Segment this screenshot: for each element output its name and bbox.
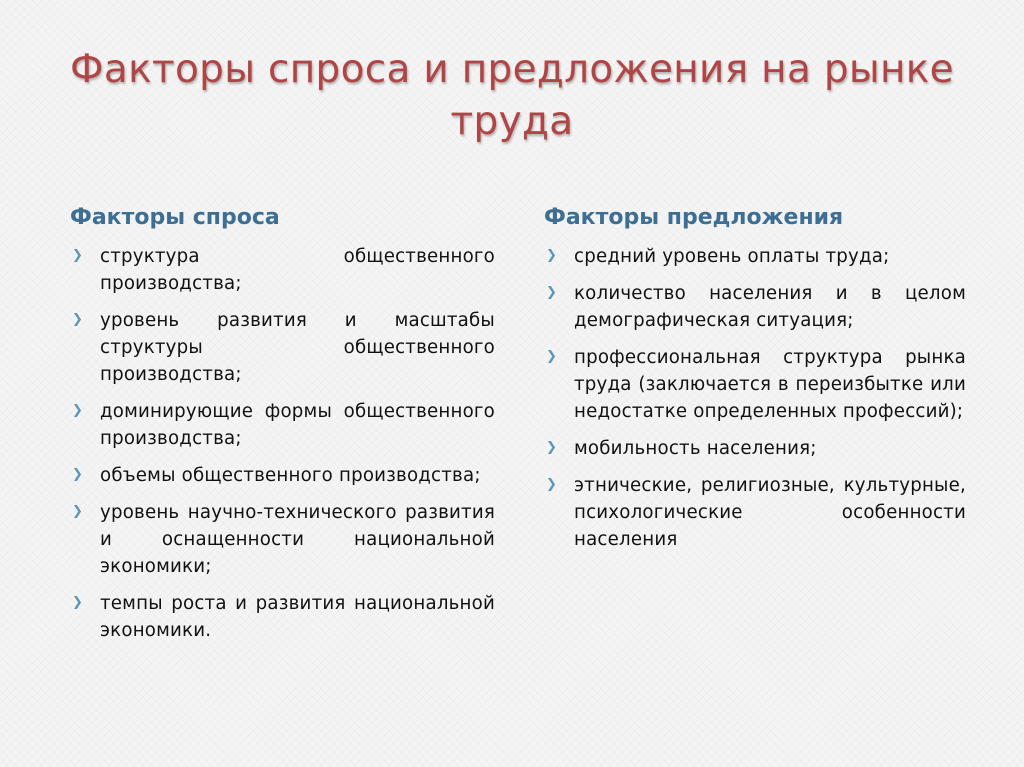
list-item — [544, 280, 966, 334]
list-item — [544, 472, 966, 553]
list-item-text: уровень научно-технического развития и оснащенности национальной экономики; — [100, 502, 495, 577]
list-item-text: темпы роста и развития национальной экономики. — [100, 593, 495, 641]
list-item-text: структура общественного производства; — [100, 246, 495, 294]
list-item-text: уровень развития и масштабы структуры общественного производства; — [100, 310, 495, 385]
list-item-text: количество населения и в целом демографическая ситуация; — [574, 283, 966, 331]
list-item-text: средний уровень оплаты труда; — [574, 246, 890, 267]
arrow-bullet-icon: ❯ — [72, 403, 83, 418]
arrow-bullet-icon: ❯ — [546, 349, 557, 364]
list-item — [70, 398, 495, 452]
list-item-text: объемы общественного производства; — [100, 465, 481, 486]
list-item-text: мобильность населения; — [574, 438, 817, 459]
supply-factors-heading: Факторы предложения — [544, 205, 844, 230]
arrow-bullet-icon: ❯ — [546, 440, 557, 455]
list-item-text: этнические, религиозные, культурные, психологические особенности населения — [574, 475, 966, 550]
slide-title: Факторы спроса и предложения на рынке труда — [70, 47, 954, 144]
list-item — [70, 307, 495, 388]
list-item — [70, 462, 495, 489]
list-item — [544, 243, 966, 270]
list-item — [544, 435, 966, 462]
arrow-bullet-icon: ❯ — [72, 467, 83, 482]
demand-factors-list — [70, 243, 495, 644]
list-item-text: доминирующие формы общественного производства; — [100, 401, 495, 449]
arrow-bullet-icon: ❯ — [72, 248, 83, 263]
supply-factors-list — [544, 243, 966, 553]
list-item — [70, 590, 495, 644]
arrow-bullet-icon: ❯ — [72, 595, 83, 610]
demand-factors-column — [70, 201, 495, 654]
arrow-bullet-icon: ❯ — [72, 312, 83, 327]
arrow-bullet-icon: ❯ — [546, 285, 557, 300]
list-item-text: профессиональная структура рынка труда (заключается в переизбытке или недостатке определенных профессий); — [574, 347, 966, 422]
arrow-bullet-icon: ❯ — [546, 477, 557, 492]
list-item — [70, 243, 495, 297]
demand-factors-heading: Факторы спроса — [70, 205, 280, 230]
arrow-bullet-icon: ❯ — [546, 248, 557, 263]
supply-factors-column — [544, 201, 966, 563]
arrow-bullet-icon: ❯ — [72, 504, 83, 519]
list-item — [70, 499, 495, 580]
list-item — [544, 344, 966, 425]
